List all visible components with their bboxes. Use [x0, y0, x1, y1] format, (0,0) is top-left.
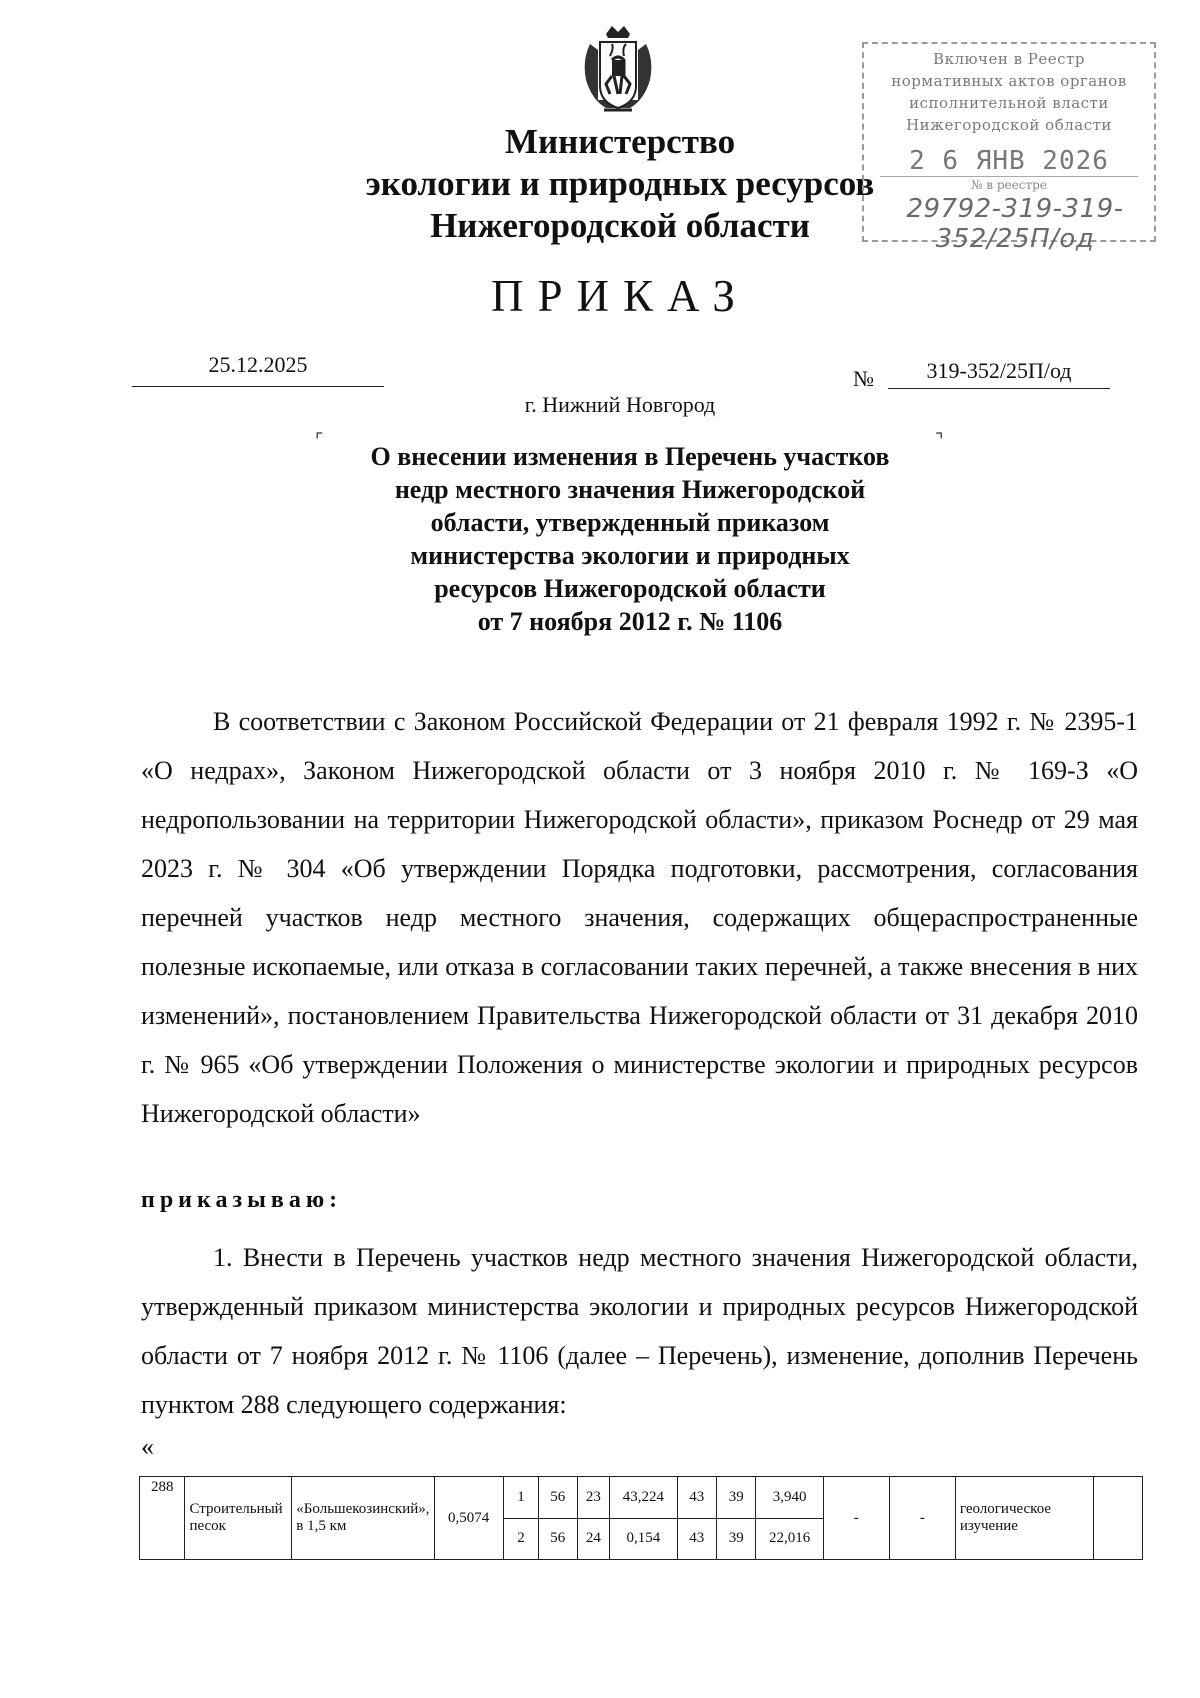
order-number-underline — [888, 388, 1110, 389]
order-number-sign: № — [853, 366, 874, 391]
sites-table — [139, 1476, 1143, 1560]
stamp-line-3: исполнительной власти — [909, 94, 1109, 112]
stamp-line-2: нормативных актов органов — [891, 72, 1127, 90]
order-number: 319-352/25П/од — [926, 358, 1072, 383]
purpose-cell: геологическое изучение — [955, 1477, 1094, 1560]
last-cell — [1094, 1477, 1143, 1560]
item-number-cell: 288 — [140, 1477, 185, 1560]
area-cell: 0,5074 — [434, 1477, 503, 1560]
subject-line-2: недр местного значения Нижегородской — [394, 475, 866, 504]
table-row — [140, 1477, 1143, 1519]
lon-min-cell: 39 — [716, 1477, 755, 1519]
order-word: приказываю: — [141, 1187, 343, 1213]
subject-line-6: от 7 ноября 2012 г. № 1106 — [477, 607, 783, 636]
ministry-title-line2: экологии и природных ресурсов — [365, 164, 875, 203]
subject-line-1: О внесении изменения в Перечень участков — [370, 442, 890, 471]
stamp-line-1: Включен в Реестр — [933, 50, 1085, 68]
point-cell: 2 — [503, 1518, 538, 1560]
stamp-date: 2 6 ЯНВ 2026 — [909, 146, 1109, 176]
registry-stamp — [862, 42, 1156, 254]
stamp-divider — [880, 176, 1138, 177]
point-cell: 1 — [503, 1477, 538, 1519]
lat-sec-cell: 0,154 — [610, 1518, 677, 1560]
preamble-paragraph: В соответствии с Законом Российской Федерации от 21 февраля 1992 г. № 2395-1 «О недрах», Законом Нижегородской области от 3 ноября 2010 г. № 169-З «О недропользовании на территории Нижегородской области», приказом Роснедр от 29 мая 2023 г. № 304 «Об утверждении Порядка подготовки, рассмотрения, согласования перечней участков недр местного значения, содержащих общераспространенные полезные ископаемые, или отказа в согласовании таких перечней, а также внесения в них изменений», постановлением Правительства Нижегородской области от 31 декабря 2010 г. № 965 «Об утверждении Положения о министерстве экологии и природных ресурсов Нижегородской области» — [141, 707, 1138, 1128]
lon-deg-cell: 43 — [677, 1477, 716, 1519]
corner-mark-right: ⌝ — [935, 430, 944, 450]
coat-of-arms-emblem — [578, 20, 658, 116]
lat-deg-cell: 56 — [539, 1518, 577, 1560]
order-date-underline — [132, 386, 384, 387]
lon-deg-cell: 43 — [677, 1518, 716, 1560]
corner-mark-left: ⌜ — [315, 430, 324, 450]
lat-deg-cell: 56 — [539, 1477, 577, 1519]
lat-sec-cell: 43,224 — [610, 1477, 677, 1519]
ministry-title-line1: Министерство — [504, 122, 736, 161]
lon-sec-cell: 3,940 — [756, 1477, 823, 1519]
subject-line-4: министерства экологии и природных — [410, 541, 850, 570]
lat-min-cell: 23 — [577, 1477, 610, 1519]
subject-line-5: ресурсов Нижегородской области — [434, 574, 826, 603]
stamp-line-4: Нижегородской области — [906, 116, 1112, 134]
open-quote: « — [141, 1432, 154, 1461]
stamp-registry-number: 29792-319-319-352/25П/од — [906, 194, 1124, 254]
subject-line-3: области, утвержденный приказом — [430, 508, 830, 537]
order-city: г. Нижний Новгород — [524, 392, 716, 417]
lon-sec-cell: 22,016 — [756, 1518, 823, 1560]
order-subject — [320, 440, 940, 638]
item-1-paragraph: 1. Внести в Перечень участков недр местного значения Нижегородской области, утвержденный приказом министерства экологии и природных ресурсов Нижегородской области от 7 ноября 2012 г. № 1106 (далее – Перечень), изменение, дополнив Перечень пунктом 288 следующего содержания: — [141, 1243, 1138, 1419]
lat-min-cell: 24 — [577, 1518, 610, 1560]
lon-min-cell: 39 — [716, 1518, 755, 1560]
col-b-cell: - — [889, 1477, 955, 1560]
order-date: 25.12.2025 — [208, 352, 308, 377]
ministry-title-line3: Нижегородской области — [430, 206, 810, 245]
order-title: ПРИКАЗ — [491, 271, 749, 321]
col-a-cell: - — [823, 1477, 889, 1560]
stamp-registry-label: № в реестре — [971, 178, 1047, 192]
site-name-cell: «Большекозинский», в 1,5 км — [292, 1477, 434, 1560]
mineral-cell: Строительный песок — [185, 1477, 292, 1560]
